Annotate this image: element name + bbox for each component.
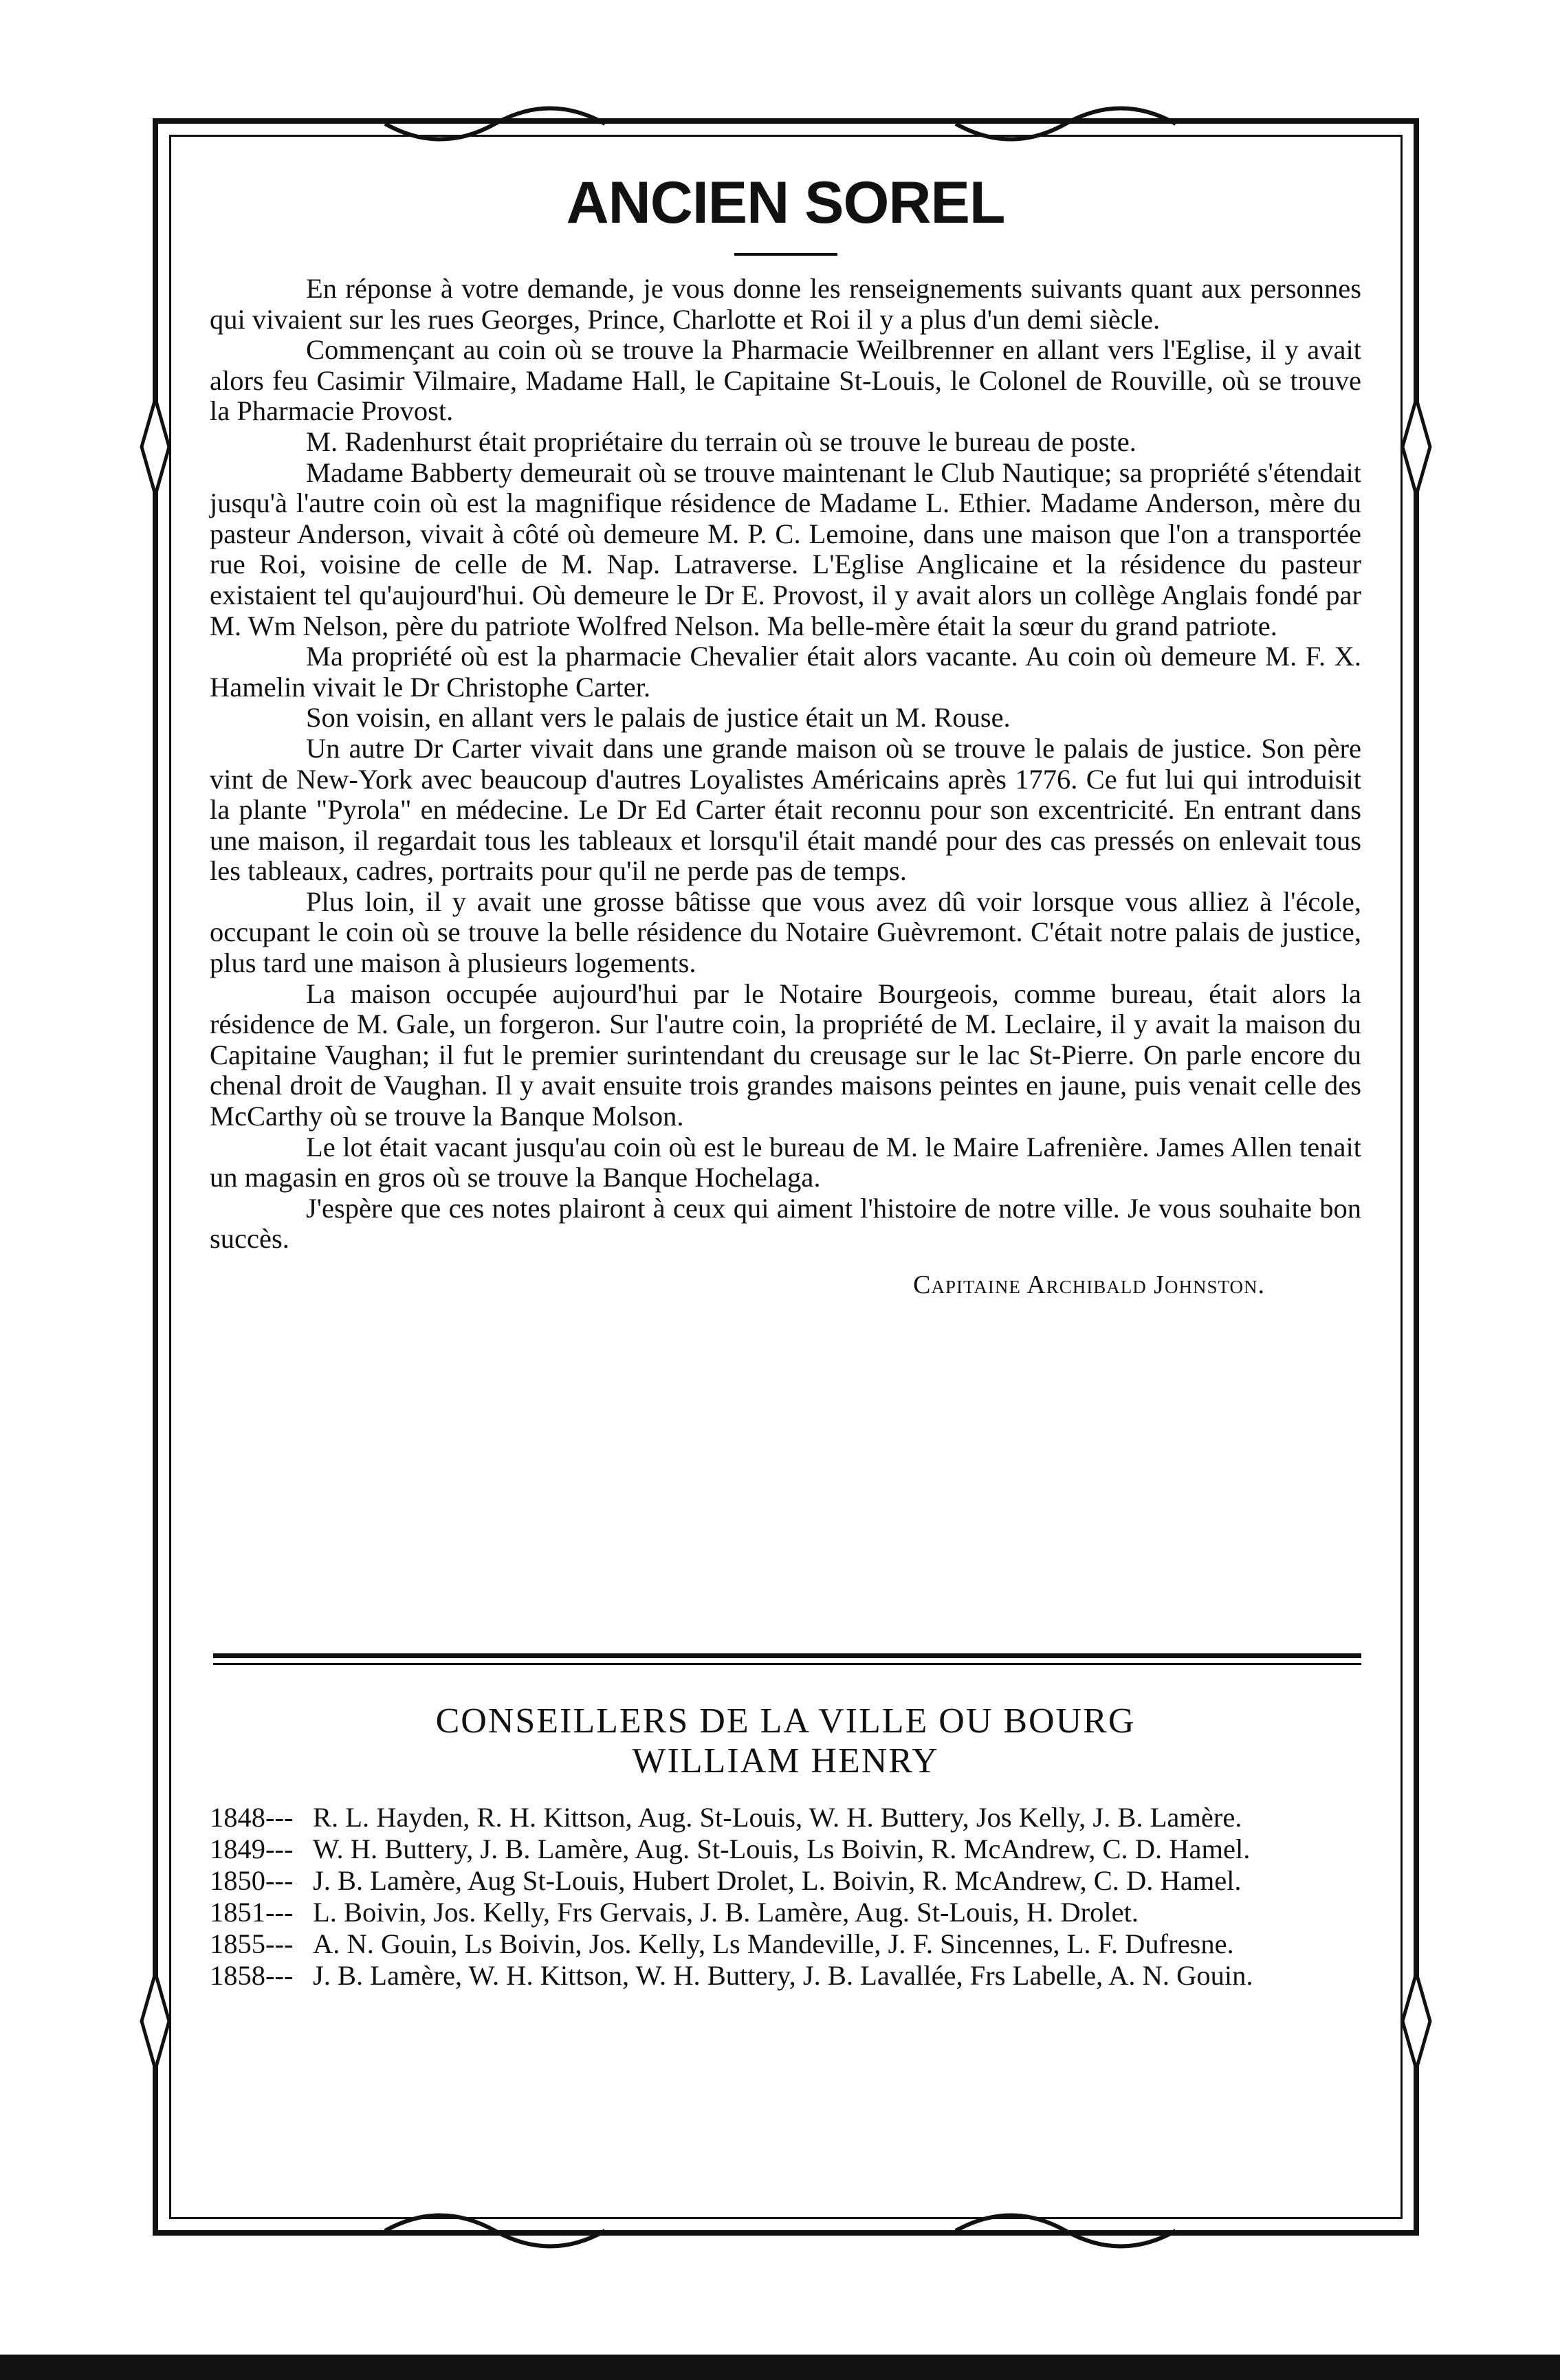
paragraph: Commençant au coin où se trouve la Pharmacie Weilbrenner en allant vers l'Eglise, il y avait alors feu Casimir Vilmaire, Madame Hall, le Capitaine St-Louis, le Colonel de Rouville, où se trouve la Pharmacie Provost.	[210, 334, 1361, 427]
section-divider	[213, 1653, 1361, 1666]
paragraph: La maison occupée aujourd'hui par le Notaire Bourgeois, comme bureau, était alors la résidence de M. Gale, un forgeron. Sur l'autre coin, la propriété de M. Leclaire, il y avait la maison du Capitaine Vaughan; il fut le premier surintendant du creusage sur le lac St-Pierre. On parle encore du chenal droit de Vaughan. Il y avait ensuite trois grandes maisons peintes en jaune, puis venait celle des McCarthy où se trouve la Banque Molson.	[210, 978, 1361, 1132]
council-names: A. N. Gouin, Ls Boivin, Jos. Kelly, Ls Mandeville, J. F. Sincennes, L. F. Dufresne.	[313, 1928, 1234, 1959]
council-names: J. B. Lamère, Aug St-Louis, Hubert Drolet, L. Boivin, R. McAndrew, C. D. Hamel.	[313, 1865, 1242, 1896]
year-separator: ---	[265, 1833, 294, 1864]
article-title: ANCIEN SOREL	[566, 170, 1005, 236]
year-separator: ---	[265, 1928, 294, 1959]
paragraph: Ma propriété où est la pharmacie Chevalier était alors vacante. Au coin où demeure M. F. X. Hamelin vivait le Dr Christophe Carter.	[210, 641, 1361, 703]
scan-edge-band	[0, 2355, 1560, 2380]
paragraph: M. Radenhurst était propriétaire du terrain où se trouve le bureau de poste.	[306, 426, 1136, 457]
year-separator: ---	[265, 1960, 294, 1991]
paragraph: J'espère que ces notes plairont à ceux qui aiment l'histoire de notre ville. Je vous souhaite bon succès.	[210, 1192, 1361, 1255]
paragraph: En réponse à votre demande, je vous donne les renseignements suivants quant aux personnes qui vivaient sur les rues Georges, Prince, Charlotte et Roi il y a plus d'un demi siècle.	[210, 273, 1361, 335]
council-entry	[210, 1865, 1361, 1897]
council-names: W. H. Buttery, J. B. Lamère, Aug. St-Louis, Ls Boivin, R. McAndrew, C. D. Hamel.	[313, 1833, 1251, 1864]
council-year: 1848	[210, 1802, 265, 1833]
council-section	[210, 1701, 1361, 1992]
council-names: J. B. Lamère, W. H. Kittson, W. H. Buttery, J. B. Lavallée, Frs Labelle, A. N. Gouin.	[313, 1960, 1253, 1991]
year-separator: ---	[265, 1802, 294, 1833]
council-title-line2: WILLIAM HENRY	[632, 1741, 939, 1781]
council-year: 1850	[210, 1865, 265, 1896]
paragraph: Madame Babberty demeurait où se trouve maintenant le Club Nautique; sa propriété s'étendait jusqu'à l'autre coin où est la magnifique résidence de Madame L. Ethier. Madame Anderson, mère du pasteur Anderson, vivait à côté où demeure M. P. C. Lemoine, dans une maison que l'on a transportée rue Roi, voisine de celle de M. Nap. Latraverse. L'Eglise Anglicaine et la résidence du pasteur existaient tel qu'aujourd'hui. Où demeure le Dr E. Provost, il y avait alors un collège Anglais fondé par M. Wm Nelson, père du patriote Wolfred Nelson. Ma belle-mère était la sœur du grand patriote.	[210, 456, 1361, 641]
council-year: 1855	[210, 1928, 265, 1959]
council-title-line1: CONSEILLERS DE LA VILLE OU BOURG	[435, 1701, 1136, 1741]
council-entry	[210, 1928, 1361, 1960]
year-separator: ---	[265, 1897, 294, 1928]
paragraph: Son voisin, en allant vers le palais de justice était un M. Rouse.	[306, 702, 1011, 734]
council-names: L. Boivin, Jos. Kelly, Frs Gervais, J. B. Lamère, Aug. St-Louis, H. Drolet.	[313, 1897, 1139, 1928]
paragraph: Le lot était vacant jusqu'au coin où est le bureau de M. le Maire Lafrenière. James Allen tenait un magasin en gros où se trouve la Banque Hochelaga.	[210, 1131, 1361, 1193]
title-divider	[734, 253, 837, 256]
council-names: R. L. Hayden, R. H. Kittson, Aug. St-Louis, W. H. Buttery, Jos Kelly, J. B. Lamère.	[313, 1802, 1242, 1833]
council-entry	[210, 1960, 1361, 1992]
council-entry	[210, 1802, 1361, 1833]
year-separator: ---	[265, 1865, 294, 1896]
council-entry	[210, 1833, 1361, 1865]
signature: Capitaine Archibald Johnston.	[913, 1270, 1265, 1299]
council-year: 1851	[210, 1897, 265, 1928]
council-title	[210, 1701, 1361, 1781]
council-entry	[210, 1897, 1361, 1928]
council-year: 1858	[210, 1960, 265, 1991]
article	[210, 165, 1361, 1300]
council-year: 1849	[210, 1833, 265, 1864]
paragraph: Plus loin, il y avait une grosse bâtisse que vous avez dû voir lorsque vous alliez à l'école, occupant le coin où se trouve la belle résidence du Notaire Guèvremont. C'était notre palais de justice, plus tard une maison à plusieurs logements.	[210, 885, 1361, 979]
paragraph: Un autre Dr Carter vivait dans une grande maison où se trouve le palais de justice. Son père vint de New-York avec beaucoup d'autres Loyalistes Américains après 1776. Ce fut lui qui introduisit la plante "Pyrola" en médecine. Le Dr Ed Carter était reconnu pour son excentricité. En entrant dans une maison, il regardait tous les tableaux et lorsqu'il était mandé pour des cas pressés on enlevait tous les tableaux, cadres, portraits pour qu'il ne perde pas de temps.	[210, 732, 1361, 887]
